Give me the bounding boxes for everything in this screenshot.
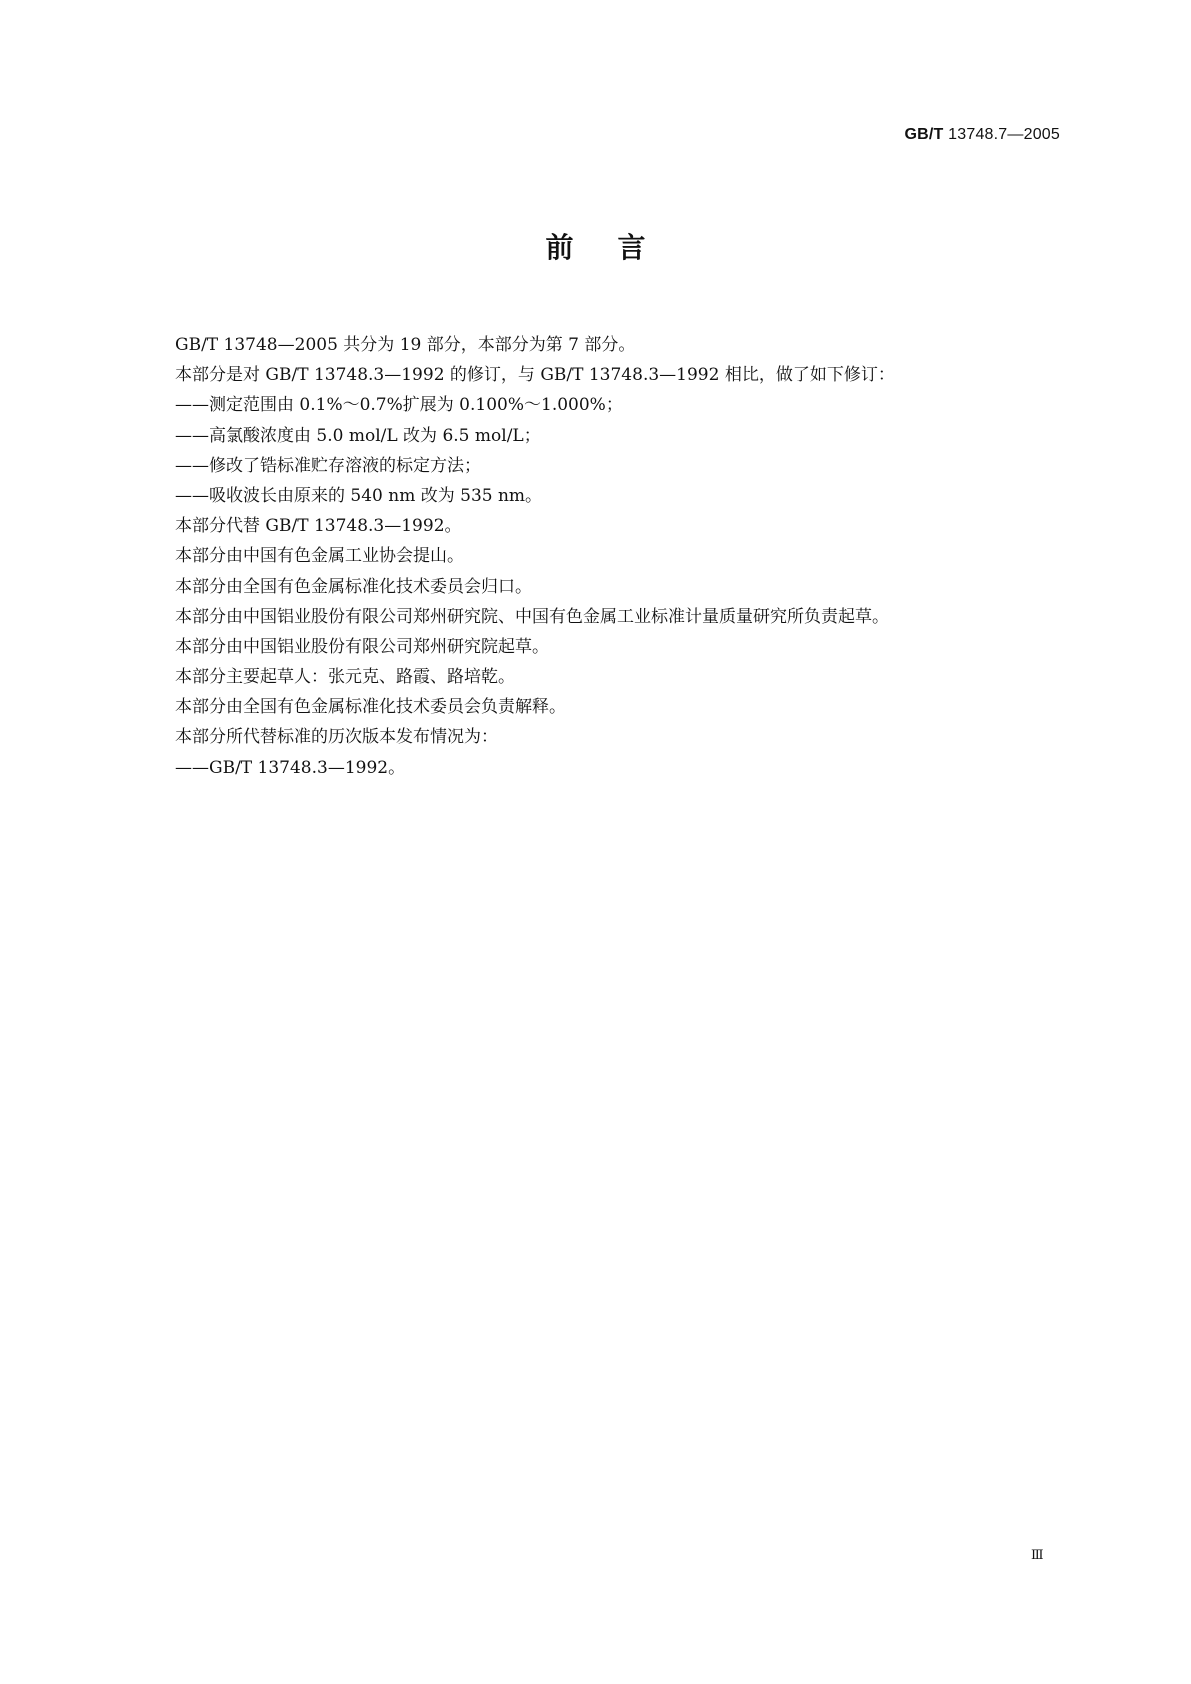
paragraph-centralized-by: 本部分由全国有色金属标准化技术委员会归口。 — [175, 576, 532, 597]
paragraph-replaces: 本部分代替 GB/T 13748.3—1992。 — [175, 516, 462, 537]
paragraph-change-wavelength: ——吸收波长由原来的 540 nm 改为 535 nm。 — [175, 485, 543, 506]
document-number-suffix: 13748.7—2005 — [943, 126, 1060, 143]
paragraph-change-acid: ——高氯酸浓度由 5.0 mol/L 改为 6.5 mol/L； — [175, 425, 541, 446]
paragraph-change-range: ——测定范围由 0.1%～0.7%扩展为 0.100%～1.000%； — [175, 395, 623, 416]
paragraph-previous-versions: 本部分所代替标准的历次版本发布情况为： — [175, 727, 498, 748]
paragraph-responsible-drafting: 本部分由中国铝业股份有限公司郑州研究院、中国有色金属工业标准计量质量研究所负责起草。 — [175, 606, 889, 627]
document-number-prefix: GB/T — [904, 126, 944, 143]
paragraph-drafted-by: 本部分由中国铝业股份有限公司郑州研究院起草。 — [175, 636, 549, 657]
paragraph-proposed-by: 本部分由中国有色金属工业协会提山。 — [175, 546, 464, 567]
paragraph-main-drafters: 本部分主要起草人：张元克、路霞、路培乾。 — [175, 667, 515, 688]
paragraph-revision-intro: 本部分是对 GB/T 13748.3—1992 的修订，与 GB/T 13748.3—1992 相比，做了如下修订： — [175, 365, 895, 386]
document-number — [904, 126, 1060, 144]
page-number: Ⅲ — [1030, 1548, 1043, 1563]
paragraph-interpreted-by: 本部分由全国有色金属标准化技术委员会负责解释。 — [175, 697, 566, 718]
foreword-body — [175, 330, 1055, 783]
paragraph-parts-count: GB/T 13748—2005 共分为 19 部分，本部分为第 7 部分。 — [175, 335, 636, 355]
paragraph-change-calibration: ——修改了锆标准贮存溶液的标定方法； — [175, 455, 481, 476]
paragraph-previous-version-item: ——GB/T 13748.3—1992。 — [175, 757, 406, 778]
page-title: 前言 — [545, 231, 690, 264]
